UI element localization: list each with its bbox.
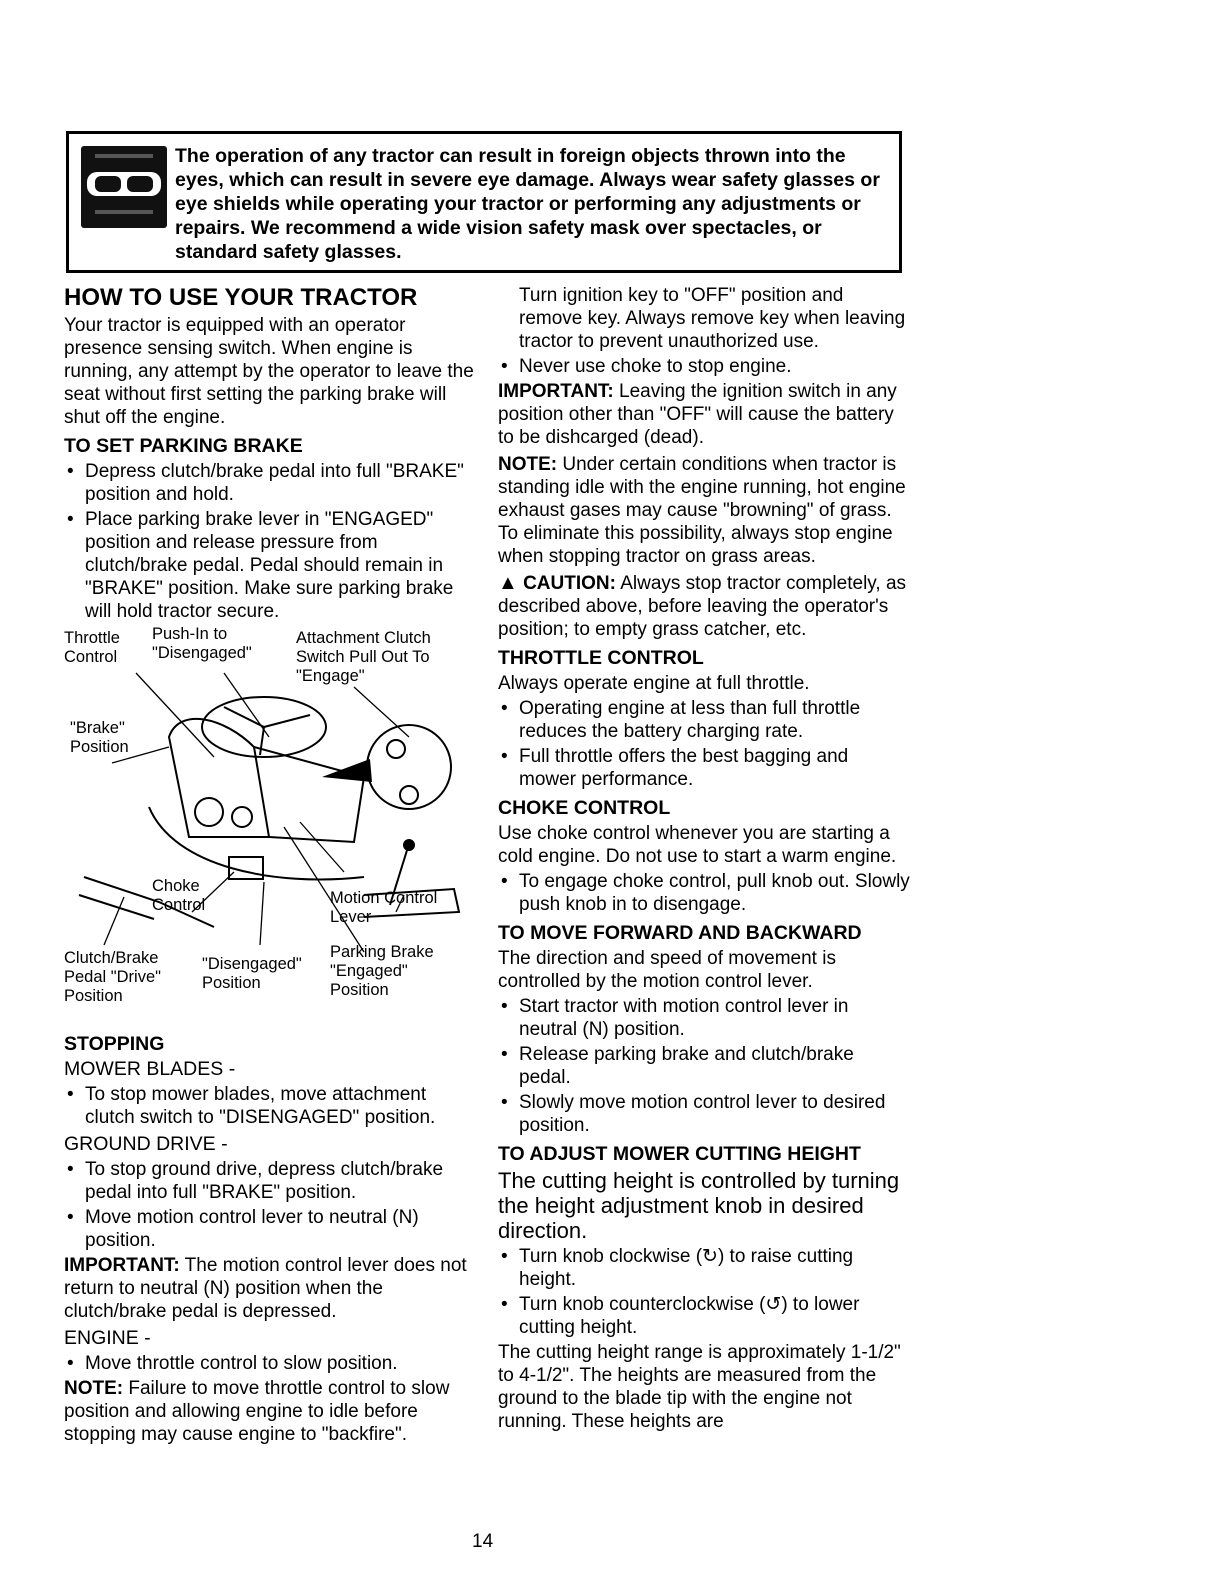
important-label: IMPORTANT: [498, 381, 614, 402]
caution-label: CAUTION: [523, 573, 616, 594]
page-number: 14 [472, 1531, 494, 1552]
brake-position-label: "Brake" Position [70, 719, 129, 756]
caution-paragraph [498, 572, 910, 641]
list-item: • Move motion control lever to neutral (N) position. [64, 1206, 474, 1252]
choke-paragraph: Use choke control whenever you are starting a cold engine. Do not use to start a warm engine. [498, 823, 897, 867]
push-in-label: Push-In to "Disengaged" [152, 625, 252, 662]
choke-control-list [498, 870, 910, 916]
right-column [498, 284, 910, 1433]
engine-list [64, 1352, 474, 1375]
choke-control-label: Choke Control [152, 877, 206, 914]
cutting-height-paragraph: The cutting height is controlled by turning the height adjustment knob in desired direction. [498, 1168, 900, 1243]
list-item: • Slowly move motion control lever to desired position. [498, 1091, 910, 1137]
list-item: • Turn knob clockwise (↻) to raise cutting height. [498, 1245, 910, 1291]
parking-brake-list [64, 460, 474, 623]
note-label: NOTE: [64, 1378, 124, 1399]
disengaged-position-label: "Disengaged" Position [202, 955, 302, 992]
choke-control-heading: CHOKE CONTROL [498, 797, 671, 819]
throttle-paragraph: Always operate engine at full throttle. [498, 673, 810, 694]
cutting-height-list [498, 1245, 910, 1339]
safety-warning-box [66, 131, 902, 273]
list-item: • To stop mower blades, move attachment clutch switch to "DISENGAGED" position. [64, 1083, 474, 1129]
important-text: Leaving the ignition switch in any position other than "OFF" will cause the battery to be dishcarged (dead). [498, 381, 897, 448]
list-item: • To stop ground drive, depress clutch/brake pedal into full "BRAKE" position. [64, 1158, 474, 1204]
list-item: • Never use choke to stop engine. [498, 355, 910, 378]
important-note [64, 1254, 474, 1323]
ground-drive-list [64, 1158, 474, 1252]
list-item: • Start tractor with motion control lever in neutral (N) position. [498, 995, 910, 1041]
note-text: Under certain conditions when tractor is standing idle with the engine running, hot engine exhaust gases may cause "browning" of grass. To eliminate this possibility, always stop engine when stopping tractor on grass areas. [498, 454, 906, 567]
move-paragraph: The direction and speed of movement is controlled by the motion control lever. [498, 948, 836, 992]
note-text: Failure to move throttle control to slow position and allowing engine to idle before stopping may cause engine to "backfire". [64, 1378, 450, 1445]
move-heading: TO MOVE FORWARD AND BACKWARD [498, 922, 862, 944]
list-item: • Depress clutch/brake pedal into full "BRAKE" position and hold. [64, 460, 474, 506]
caution-text: Always stop tractor completely, as described above, before leaving the operator's position; to empty grass catcher, etc. [498, 573, 907, 640]
mower-blades-list [64, 1083, 474, 1129]
ground-drive-heading: GROUND DRIVE - [64, 1133, 228, 1155]
list-item: • Full throttle offers the best bagging and mower performance. [498, 745, 910, 791]
cutting-height-heading: TO ADJUST MOWER CUTTING HEIGHT [498, 1143, 861, 1165]
caution-triangle-icon: ▲ [498, 572, 518, 594]
list-item: • Move throttle control to slow position. [64, 1352, 474, 1375]
parking-brake-heading: TO SET PARKING BRAKE [64, 435, 303, 457]
clutch-brake-label: Clutch/Brake Pedal "Drive" Position [64, 949, 162, 1005]
backfire-note [64, 1377, 474, 1446]
list-item: • Release parking brake and clutch/brake pedal. [498, 1043, 910, 1089]
parking-brake-label: Parking Brake "Engaged" Position [330, 943, 434, 999]
warning-text: The operation of any tractor can result in foreign objects thrown into the eyes, which can result in severe eye damage. Always wear safety glasses or eye shields while operating your tractor or performing any adjustments or repairs. We recommend a wide vision safety mask over spectacles, or standard safety glasses. [175, 145, 880, 263]
list-item: • Place parking brake lever in "ENGAGED" position and release pressure from clutch/brake pedal. Pedal should remain in "BRAKE" position. Make sure parking brake will hold tractor secure. [64, 508, 474, 623]
stopping-heading: STOPPING [64, 1033, 165, 1055]
choke-warning-list [498, 355, 910, 378]
important-label: IMPORTANT: [64, 1255, 180, 1276]
grass-browning-note [498, 453, 910, 568]
move-list [498, 995, 910, 1137]
throttle-list [498, 697, 910, 791]
important-text: The motion control lever does not return to neutral (N) position when the clutch/brake pedal is depressed. [64, 1255, 467, 1322]
ignition-important-note [498, 380, 910, 449]
height-range-paragraph: The cutting height range is approximately 1-1/2" to 4-1/2". The heights are measured from the ground to the blade tip with the engine not running. These heights are [498, 1342, 901, 1432]
attachment-clutch-label: Attachment Clutch Switch Pull Out To "Engage" [296, 629, 431, 685]
ignition-key-paragraph: Turn ignition key to "OFF" position and remove key. Always remove key when leaving tractor to prevent unauthorized use. [519, 285, 906, 352]
mower-blades-heading: MOWER BLADES - [64, 1058, 236, 1080]
engine-heading: ENGINE - [64, 1327, 151, 1349]
list-item: • To engage choke control, pull knob out. Slowly push knob in to disengage. [498, 870, 910, 916]
intro-paragraph: Your tractor is equipped with an operator presence sensing switch. When engine is running, any attempt by the operator to leave the seat without first setting the parking brake will shut off the engine. [64, 315, 474, 428]
left-column [64, 284, 474, 1446]
throttle-control-label: Throttle Control [64, 629, 120, 666]
list-item: • Operating engine at less than full throttle reduces the battery charging rate. [498, 697, 910, 743]
note-label: NOTE: [498, 454, 558, 475]
tractor-controls-diagram [64, 627, 474, 1027]
throttle-control-heading: THROTTLE CONTROL [498, 647, 704, 669]
safety-glasses-icon [81, 146, 167, 228]
motion-control-label: Motion Control Lever [330, 889, 438, 926]
list-item: • Turn knob counterclockwise (↺) to lower cutting height. [498, 1293, 910, 1339]
section-title: HOW TO USE YOUR TRACTOR [64, 284, 418, 311]
